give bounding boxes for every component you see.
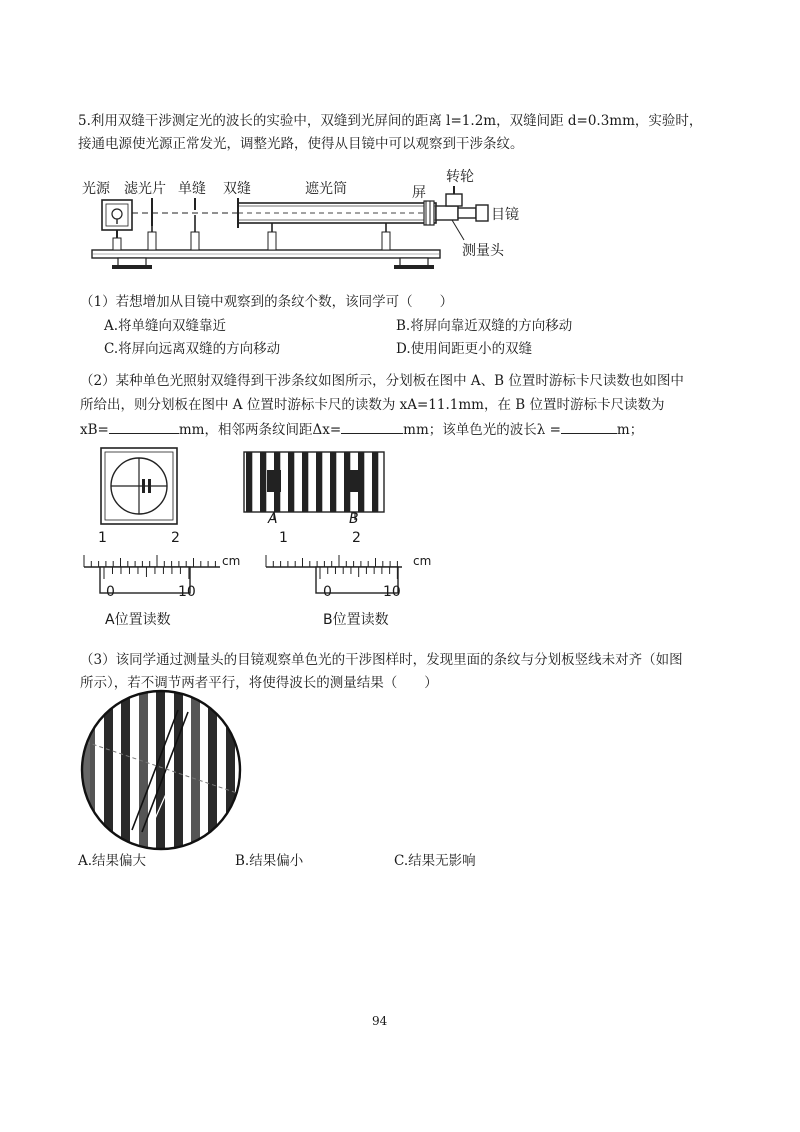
fringe-label-a: A [268,511,278,527]
scale-b-caption: B位置读数 [323,612,389,628]
part1-stem: （1）若想增加从目镜中观察到的条纹个数，该同学可（ ） [80,294,454,310]
label-filter: 滤光片 [124,181,166,197]
eyepiece-fringe-bar [174,690,183,850]
label-eyepiece: 目镜 [491,207,519,223]
scale-a-main-label-1: 1 [98,530,107,546]
scale-a-unit: cm [222,554,241,568]
label-light-source: 光源 [82,181,110,197]
eyepiece-fringe-bar [121,690,130,850]
scale-a-vernier-label-10: 10 [178,584,196,600]
fringe-label-b: B [349,511,359,527]
label-double-slit: 双缝 [223,181,251,197]
part3-option-b: B.结果偏小 [235,853,304,869]
part1-option-a: A.将单缝向双缝靠近 [104,318,227,334]
part2-line2: 所给出，则分划板在图中 A 位置时游标卡尺的读数为 xA=11.1mm，在 B 位置时游标卡尺读数为 [80,397,665,413]
part3-option-a: A.结果偏大 [78,853,147,869]
scale-a-vernier-label-0: 0 [106,584,115,600]
question-intro-line2: 接通电源使光源正常发光，调整光路，使得从目镜中可以观察到干涉条纹。 [78,136,524,152]
scale-b-unit: cm [413,554,432,568]
part3-line1: （3）该同学通过测量头的目镜观察单色光的干涉图样时，发现里面的条纹与分划板竖线未对齐（如图 [80,652,683,668]
question-number: 5. [78,113,91,129]
question-intro-line1: 5.利用双缝干涉测定光的波长的实验中，双缝到光屏间的距离 l=1.2m，双缝间距 d=0.3mm，实验时， [78,113,703,129]
label-tube: 遮光筒 [305,181,347,197]
part1-option-b: B.将屏向靠近双缝的方向移动 [396,318,573,334]
part3-option-c: C.结果无影响 [394,853,476,869]
eyepiece-fringe-bar [226,690,235,850]
label-wheel: 转轮 [446,169,474,185]
scale-a-main-label-2: 2 [171,530,180,546]
scale-b-main-label-2: 2 [352,530,361,546]
scale-b-vernier-label-10: 10 [383,584,401,600]
label-measuring-head: 测量头 [462,243,504,259]
scale-b-vernier-label-0: 0 [323,584,332,600]
part1-option-d: D.使用间距更小的双缝 [396,341,533,357]
eyepiece-fringe-bar [191,690,200,850]
label-single-slit: 单缝 [178,181,206,197]
page-number: 94 [372,1014,388,1028]
part3-line2: 所示），若不调节两者平行，将使得波长的测量结果（ ） [80,675,438,691]
part1-option-c: C.将屏向远离双缝的方向移动 [104,341,281,357]
scale-a-caption: A位置读数 [105,612,171,628]
part2-line1: （2）某种单色光照射双缝得到干涉条纹如图所示，分划板在图中 A、B 位置时游标卡尺读数也如图中 [80,373,684,389]
eyepiece-fringe-bar [156,690,165,850]
scale-b-main-label-1: 1 [279,530,288,546]
part2-line3: xB= mm，相邻两条纹间距Δx= mm；该单色光的波长λ = m； [80,419,643,440]
label-screen: 屏 [412,185,426,201]
